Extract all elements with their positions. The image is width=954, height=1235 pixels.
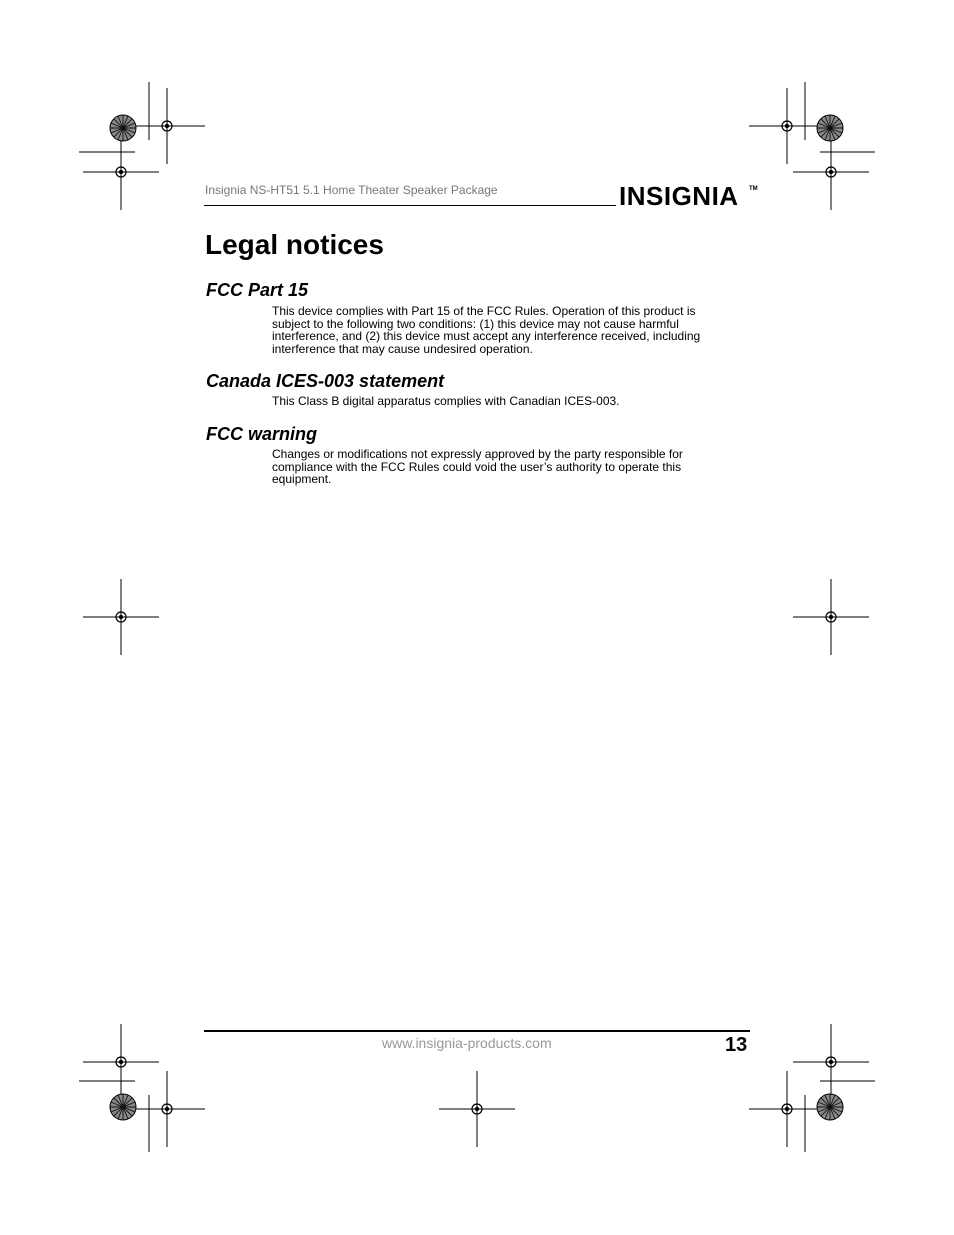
logo-wordmark: INSIGNIA [619, 181, 739, 211]
footer-divider [204, 1030, 750, 1032]
page-title: Legal notices [205, 229, 384, 260]
section-heading-canada-ices: Canada ICES-003 statement [206, 371, 445, 391]
footer-url-link[interactable]: www.insignia-products.com [382, 1035, 552, 1051]
section-heading-fcc-part-15: FCC Part 15 [206, 280, 309, 300]
section-body-canada-ices: This Class B digital apparatus complies with Canadian ICES-003. [272, 394, 620, 408]
logo-trademark: TM [749, 186, 758, 192]
section-heading-fcc-warning: FCC warning [206, 424, 317, 444]
section-body-fcc-part-15: This device complies with Part 15 of the FCC Rules. Operation of this product is subject to the following two conditions: (1) this device may not cause harmful interference, and (2) this device must accept any interference received, including interference that may cause undesired operation. [272, 304, 701, 356]
running-header: Insignia NS-HT51 5.1 Home Theater Speaker Package [205, 183, 498, 197]
section-body-fcc-warning: Changes or modifications not expressly approved by the party responsible for compliance with the FCC Rules could void the user’s authority to operate this equipment. [272, 447, 683, 487]
insignia-logo [619, 181, 758, 211]
header-divider [204, 205, 616, 206]
page-number: 13 [725, 1034, 748, 1056]
